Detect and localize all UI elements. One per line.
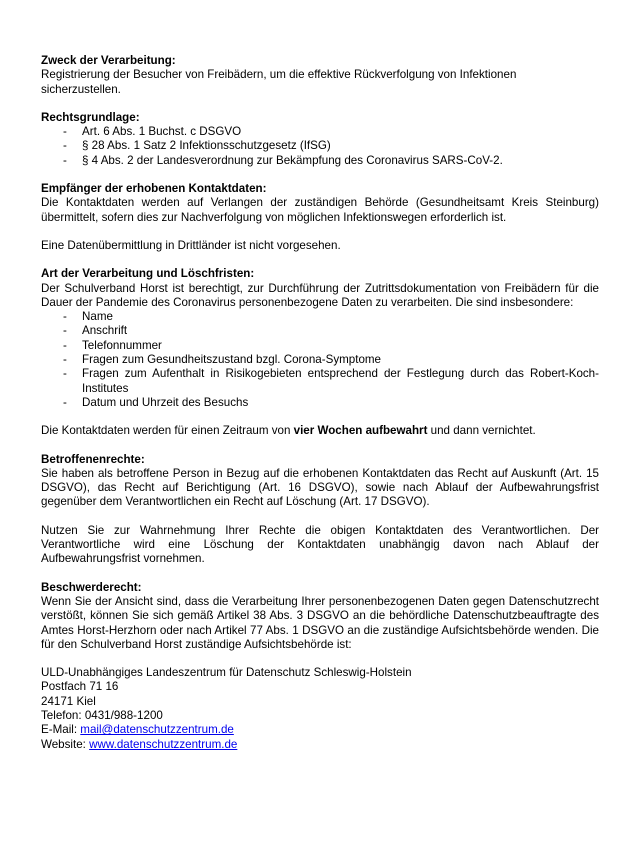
authority-website: Website: www.datenschutzzentrum.de — [41, 737, 238, 751]
recipients-heading: Empfänger der erhobenen Kontaktdaten: — [41, 182, 267, 196]
authority-name: ULD-Unabhängiges Landeszentrum für Datenschutz Schleswig-Holstein — [41, 666, 412, 680]
processing-heading: Art der Verarbeitung und Löschfristen: — [41, 267, 255, 281]
retention-text: Die Kontaktdaten werden für einen Zeitraum von vier Wochen aufbewahrt und dann vernichtet. — [41, 424, 536, 438]
authority-email: E-Mail: mail@datenschutzzentrum.de — [41, 723, 234, 737]
authority-city: 24171 Kiel — [41, 694, 96, 708]
list-item: - Telefonnummer — [63, 338, 162, 352]
purpose-text: Registrierung der Besucher von Freibädern, um die effektive Rückverfolgung von Infektionen sicherzustellen. — [41, 68, 517, 96]
list-item: - Name — [63, 310, 113, 324]
authority-po-box: Postfach 71 16 — [41, 680, 119, 694]
rights-text: Sie haben als betroffene Person in Bezug auf die erhobenen Kontaktdaten das Recht auf Auskunft (Art. 15 DSGVO), das Recht auf Berichtigung (Art. 16 DSGVO), sowie nach Ablauf der Aufbewahrungsfrist gegenüber dem Verantwortlichen ein Recht auf Löschung (Art. 17 DSGVO). — [41, 466, 599, 509]
rights-text-2: Nutzen Sie zur Wahrnehmung Ihrer Rechte die obigen Kontaktdaten des Verantwortlichen. Der Verantwortliche wird eine Löschung der Kontaktdaten unabhängig davon nach Ablauf der Aufbewahrungsfrist vornehmen. — [41, 523, 599, 566]
processing-text: Der Schulverband Horst ist berechtigt, zur Durchführung der Zutrittsdokumentation von Freibädern für die Dauer der Pandemie des Coronavirus personenbezogene Daten zu verarbeiten. Die sind insbesondere: — [41, 281, 599, 309]
rights-heading: Betroffenenrechte: — [41, 452, 145, 466]
recipients-text: Die Kontaktdaten werden auf Verlangen der zuständigen Behörde (Gesundheitsamt Kreis Steinburg) übermittelt, sofern dies zur Nachverfolgung von möglichen Infektionswegen erforderlich ist. — [41, 196, 599, 224]
list-item: - Fragen zum Gesundheitszustand bzgl. Corona-Symptome — [63, 353, 382, 367]
list-item: - § 28 Abs. 1 Satz 2 Infektionsschutzgesetz (IfSG) — [63, 139, 331, 153]
list-item: - Datum und Uhrzeit des Besuchs — [63, 395, 249, 409]
authority-address — [41, 666, 599, 752]
email-link[interactable]: mail@datenschutzzentrum.de — [80, 723, 234, 737]
purpose-heading: Zweck der Verarbeitung: — [41, 54, 176, 67]
data-categories-list — [41, 310, 599, 410]
third-country-text: Eine Datenübermittlung in Drittländer ist nicht vorgesehen. — [41, 238, 341, 252]
document-content — [41, 54, 599, 752]
list-item: - Art. 6 Abs. 1 Buchst. c DSGVO — [63, 125, 242, 139]
legal-basis-heading: Rechtsgrundlage: — [41, 110, 140, 124]
website-link[interactable]: www.datenschutzzentrum.de — [89, 737, 238, 751]
retention-period: vier Wochen aufbewahrt — [293, 424, 428, 438]
list-item: - Anschrift — [63, 324, 128, 338]
list-item: - Fragen zum Aufenthalt in Risikogebieten entsprechend der Festlegung durch das Robert-Koch-Institutes — [63, 367, 599, 395]
complaint-heading: Beschwerderecht: — [41, 580, 142, 594]
authority-phone: Telefon: 0431/988-1200 — [41, 708, 163, 722]
complaint-text: Wenn Sie der Ansicht sind, dass die Verarbeitung Ihrer personenbezogenen Daten gegen Datenschutzrecht verstößt, können Sie sich gemäß Artikel 38 Abs. 3 DSGVO an die behördliche Datenschutzbeauftragte des Amtes Horst-Herzhorn oder nach Artikel 77 Abs. 1 DSGVO an die zuständige Aufsichtsbehörde wenden. Die für den Schulverband Horst zuständige Aufsichtsbehörde ist: — [41, 594, 599, 651]
legal-basis-list — [41, 125, 599, 168]
list-item: - § 4 Abs. 2 der Landesverordnung zur Bekämpfung des Coronavirus SARS-CoV-2. — [63, 153, 503, 167]
